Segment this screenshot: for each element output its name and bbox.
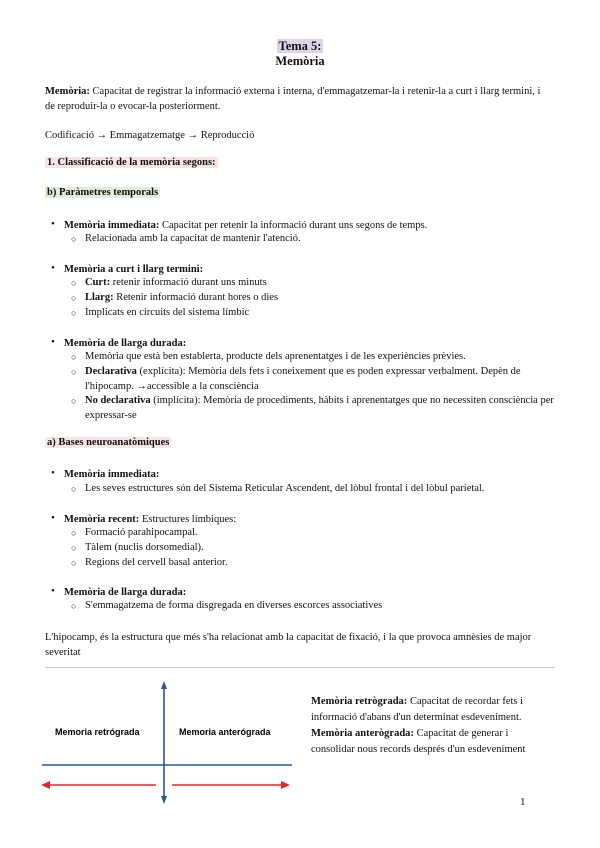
sub-text: retenir informació durant uns minuts <box>110 277 267 288</box>
arrow-right-icon <box>281 781 290 789</box>
sub-bullet-icon: ○ <box>71 528 77 538</box>
sub-list-item: S'emmagatzema de forma disgregada en diverses escorces associatives <box>85 600 383 611</box>
axis-arrow-up-icon <box>161 681 167 689</box>
antero-term: Memòria anterògrada: <box>311 728 414 739</box>
title-line-2: Memòria <box>275 54 325 68</box>
section-1-heading-text: 1. Classificació de la memòria segons: <box>47 157 216 168</box>
sub-bullet-icon: ○ <box>71 484 77 494</box>
bullet-icon: • <box>51 336 55 348</box>
sub-text: (implícita): Memòria de procediments, hàbits i aprenentatges que no necessiten consciència per expressar-se <box>85 395 554 421</box>
sub-list-item: Les seves estructures són del Sistema Reticular Ascendent, del lòbul frontal i del lòbul parietal. <box>85 483 485 494</box>
sub-term: Curt: <box>85 277 111 288</box>
sub-bullet-icon: ○ <box>71 558 77 568</box>
sub-bullet-icon: ○ <box>71 367 77 377</box>
sub-bullet-icon: ○ <box>71 308 77 318</box>
section-b-heading-text: b) Paràmetres temporals <box>47 187 159 198</box>
sub-term: Llarg: <box>85 292 114 303</box>
bullet-icon: • <box>51 218 55 230</box>
bullet-icon: • <box>51 585 55 597</box>
axis-arrow-down-icon <box>161 796 167 804</box>
item-term: Memòria immediata: <box>64 220 160 231</box>
retrograde-definition <box>311 694 551 726</box>
sub-bullet-icon: ○ <box>71 396 77 406</box>
sub-list-item: Relacionada amb la capacitat de mantenir l'atenció. <box>85 233 301 244</box>
sub-term: No declarativa <box>85 395 151 406</box>
sub-text: (explícita): Memòria dels fets i coneixement que es poden expressar verbalment. Depèn de l'hipocamp. →accessible a la consciència <box>85 366 521 392</box>
sub-bullet-icon: ○ <box>71 543 77 553</box>
page-number: 1 <box>520 796 526 808</box>
label-retrograde: Memoria retrógrada <box>55 727 140 737</box>
sub-term: Declarativa <box>85 366 137 377</box>
sub-bullet-icon: ○ <box>71 601 77 611</box>
closing-paragraph: L'hipocamp, és la estructura que més s'ha relacionat amb la capacitat de fixació, i la que provoca amnèsies de major severitat <box>45 632 532 658</box>
item-term: Memòria a curt i llarg termini: <box>64 264 204 275</box>
label-anterograde: Memoria anterógrada <box>179 727 271 737</box>
sub-bullet-icon: ○ <box>71 293 77 303</box>
retro-text: Capacitat de recordar fets i informació d'abans d'un determinat esdeveniment. <box>311 696 524 723</box>
sub-list-item: Tàlem (nuclis dorsomedial). <box>85 542 204 553</box>
sub-bullet-icon: ○ <box>71 234 77 244</box>
title-line-1: Tema 5: <box>278 39 322 53</box>
sub-text: Retenir informació durant hores o dies <box>113 292 279 303</box>
retro-term: Memòria retrògrada: <box>311 696 408 707</box>
sub-bullet-icon: ○ <box>71 278 77 288</box>
item-term: Memòria immediata: <box>64 469 160 480</box>
anterograde-definition <box>311 726 551 758</box>
item-text: Estructures límbiques: <box>139 514 237 525</box>
sub-bullet-icon: ○ <box>71 352 77 362</box>
sub-list-item: Implicats en circuits del sistema límbic <box>85 307 250 318</box>
sub-list-item: Regions del cervell basal anterior. <box>85 557 228 568</box>
item-term: Memòria de llarga durada: <box>64 587 187 598</box>
section-a-heading-text: a) Bases neuroanatòmiques <box>47 437 170 448</box>
antero-text: Capacitat de generar i consolidar nous records després d'un esdeveniment <box>311 728 526 755</box>
item-term: Memòria de llarga durada: <box>64 338 187 349</box>
bullet-icon: • <box>51 512 55 524</box>
sub-list-item: Formació parahipocampal. <box>85 527 198 538</box>
item-term: Memòria recent: <box>64 514 140 525</box>
intro-term: Memòria: <box>45 86 90 97</box>
item-text: Capacitat per retenir la informació durant uns segons de temps. <box>159 220 428 231</box>
intro-text: Capacitat de registrar la informació externa i interna, d'emmagatzemar-la i retenir-la a curt i llarg termini, i de reproduir-la o evocar-la posteriorment. <box>45 86 541 112</box>
bullet-icon: • <box>51 467 55 479</box>
sub-list-item: Memòria que està ben establerta, producte dels aprenentatges i de les experiències prèvies. <box>85 351 466 362</box>
bullet-icon: • <box>51 262 55 274</box>
arrow-left-icon <box>41 781 50 789</box>
process-line: Codificació → Emmagatzematge → Reproducció <box>45 130 255 141</box>
